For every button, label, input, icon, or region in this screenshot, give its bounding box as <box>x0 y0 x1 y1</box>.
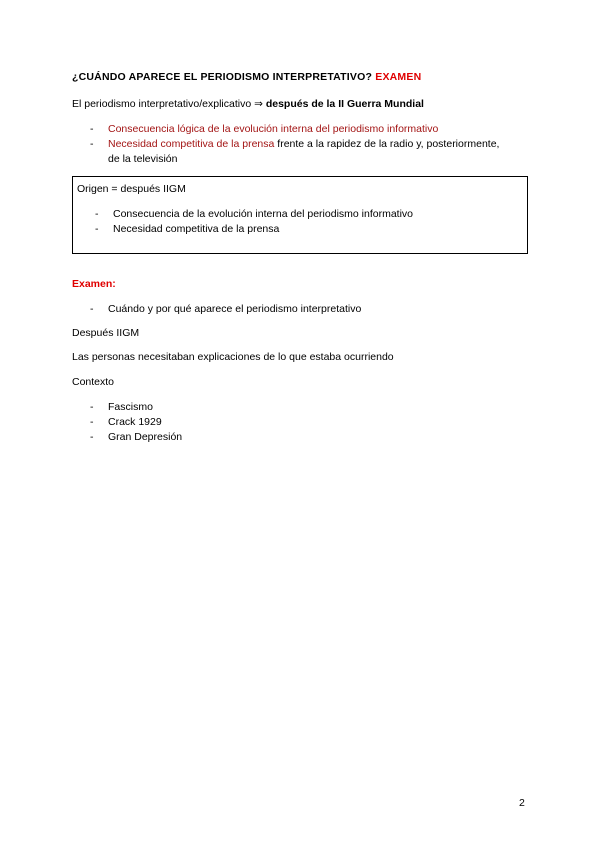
arrow-icon: ⇒ <box>254 98 263 110</box>
exam-tag: EXAMEN <box>375 71 422 83</box>
exam-label: Examen: <box>72 278 116 290</box>
intro-line <box>72 98 424 110</box>
context-label: Contexto <box>72 376 115 388</box>
cause-dash: - <box>90 138 94 150</box>
exam-question: Cuándo y por qué aparece el periodismo interpretativo <box>108 303 362 315</box>
cause-dash: - <box>90 123 94 135</box>
context-item: Crack 1929 <box>108 416 162 428</box>
origin-item: Consecuencia de la evolución interna del periodismo informativo <box>113 208 414 220</box>
page-number: 2 <box>519 797 525 809</box>
heading-question: ¿CUÁNDO APARECE EL PERIODISMO INTERPRETATIVO? <box>72 71 373 83</box>
section-heading <box>72 71 421 83</box>
origin-box <box>72 176 528 254</box>
context-dash: - <box>90 401 94 413</box>
cause-item <box>108 138 499 150</box>
cause-rest-text: frente a la rapidez de la radio y, posteriormente, <box>274 138 500 150</box>
cause-red-text: Necesidad competitiva de la prensa <box>108 138 275 150</box>
origin-title: Origen = después IIGM <box>77 183 186 195</box>
origin-item: Necesidad competitiva de la prensa <box>113 223 280 235</box>
cause-red-text: Consecuencia lógica de la evolución interna del periodismo informativo <box>108 123 439 135</box>
intro-bold: después de la II Guerra Mundial <box>265 98 424 110</box>
answer-line-2: Las personas necesitaban explicaciones de lo que estaba ocurriendo <box>72 351 394 363</box>
answer-line-1: Después IIGM <box>72 327 140 339</box>
intro-text: El periodismo interpretativo/explicativo <box>72 98 252 110</box>
cause-item <box>108 123 438 135</box>
cause-continuation: de la televisión <box>108 153 178 165</box>
exam-question-dash: - <box>90 303 94 315</box>
context-item: Fascismo <box>108 401 153 413</box>
origin-dash: - <box>95 208 99 220</box>
context-item: Gran Depresión <box>108 431 183 443</box>
origin-dash: - <box>95 223 99 235</box>
context-dash: - <box>90 416 94 428</box>
context-dash: - <box>90 431 94 443</box>
